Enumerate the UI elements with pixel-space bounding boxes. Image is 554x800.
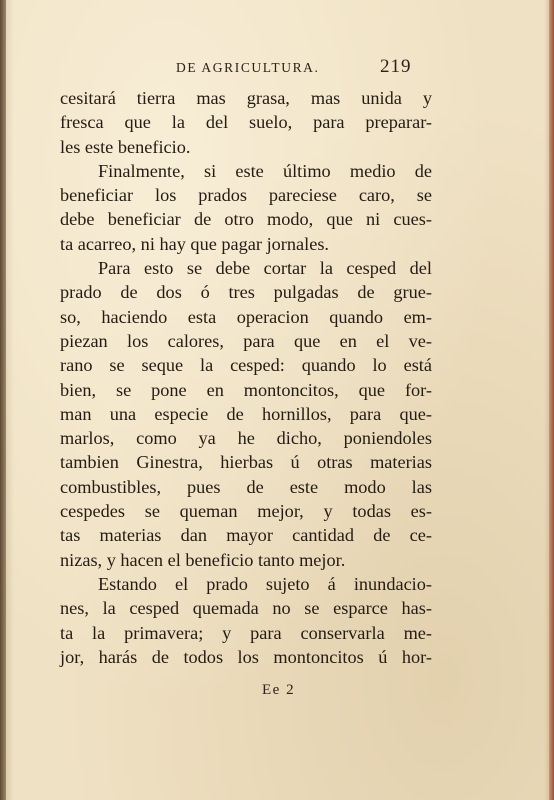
signature-mark: Ee 2 [262, 682, 296, 698]
text-line: combustibles, pues de este modo las [60, 476, 432, 497]
text-line: so, haciendo esta operacion quando em- [60, 306, 432, 327]
spine-edge [0, 0, 6, 800]
text-line: marlos, como ya he dicho, poniendoles [60, 428, 432, 449]
text-line: jor, harás de todos los montoncitos ú hor- [60, 646, 432, 667]
body-text [60, 86, 432, 669]
page-edge [549, 0, 554, 800]
text-line: tambien Ginestra, hierbas ú otras materias [60, 452, 432, 473]
text-line: beneficiar los prados pareciese caro, se [60, 185, 432, 206]
text-line: ta acarreo, ni hay que pagar jornales. [60, 233, 330, 254]
text-line: fresca que la del suelo, para preparar- [60, 112, 432, 133]
text-line: les este beneficio. [60, 136, 191, 157]
text-line: tas materias dan mayor cantidad de ce- [60, 525, 432, 546]
text-line: Finalmente, si este último medio de [98, 160, 432, 181]
text-line: cesitará tierra mas grasa, mas unida y [60, 88, 432, 108]
text-line: man una especie de hornillos, para que- [60, 403, 432, 424]
text-line: ta la primavera; y para conservarla me- [60, 622, 432, 643]
text-line: nes, la cesped quemada no se esparce has- [60, 598, 432, 619]
text-line: piezan los calores, para que en el ve- [60, 330, 432, 351]
text-line: cespedes se queman mejor, y todas es- [60, 501, 432, 522]
page-number: 219 [380, 56, 412, 77]
page-header [0, 56, 554, 82]
text-line: Para esto se debe cortar la cesped del [98, 258, 432, 279]
text-line: bien, se pone en montoncitos, que for- [60, 379, 432, 400]
text-line: rano se seque la cesped: quando lo está [60, 355, 432, 376]
text-line: prado de dos ó tres pulgadas de grue- [60, 282, 432, 303]
running-head: DE AGRICULTURA. [176, 60, 320, 75]
text-line: nizas, y hacen el beneficio tanto mejor. [60, 549, 346, 570]
text-line: debe beneficiar de otro modo, que ni cues- [60, 209, 432, 230]
text-line: Estando el prado sujeto á inundacio- [98, 573, 432, 594]
